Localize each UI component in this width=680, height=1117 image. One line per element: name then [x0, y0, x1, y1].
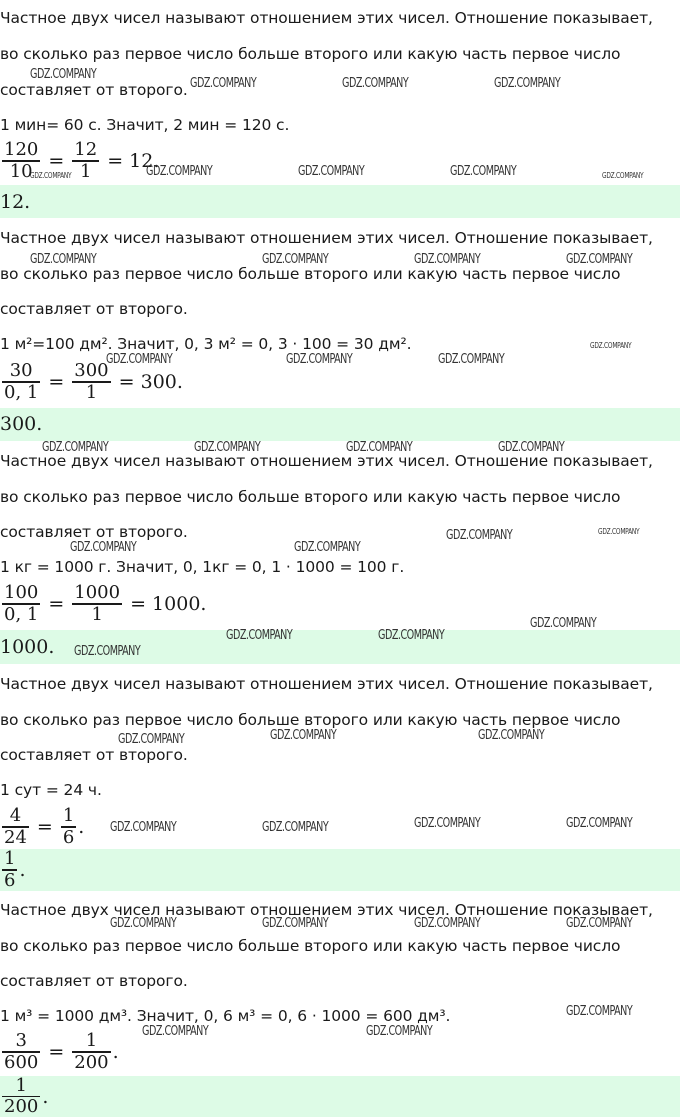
- watermark: GDZ.COMPANY: [70, 540, 137, 555]
- fraction-equation: $\frac{100}{0, 1}$ = $\frac{1000}{1}$ = 1000.: [4, 582, 207, 625]
- watermark: GDZ.COMPANY: [74, 644, 141, 659]
- fraction: $\frac{100}{0, 1}$: [4, 582, 39, 625]
- definition-line: составляет от второго.: [0, 81, 188, 99]
- definition-line: составляет от второго.: [0, 972, 188, 990]
- definition-line: во сколько раз первое число больше второго или какую часть первое число: [0, 711, 621, 729]
- definition-line: Частное двух чисел называют отношением этих чисел. Отношение показывает,: [0, 452, 653, 470]
- fact-line: 1 м²=100 дм². Значит, 0, 3 м² = 0, 3 · 100 = 30 дм².: [0, 335, 412, 353]
- watermark: GDZ.COMPANY: [42, 440, 109, 455]
- watermark: GDZ.COMPANY: [30, 171, 72, 180]
- watermark: GDZ.COMPANY: [342, 76, 409, 91]
- watermark: GDZ.COMPANY: [106, 352, 173, 367]
- fraction: $\frac{1}{6}$: [62, 805, 75, 848]
- answer: 300.: [0, 413, 43, 435]
- definition-line: во сколько раз первое число больше второго или какую часть первое число: [0, 45, 621, 63]
- definition-line: во сколько раз первое число больше второго или какую часть первое число: [0, 488, 621, 506]
- watermark: GDZ.COMPANY: [566, 252, 633, 267]
- definition-line: Частное двух чисел называют отношением этих чисел. Отношение показывает,: [0, 229, 653, 247]
- result: .: [78, 816, 85, 838]
- fact-line: 1 сут = 24 ч.: [0, 781, 102, 799]
- answer: 12.: [0, 191, 31, 213]
- result: = 12.: [107, 150, 160, 172]
- definition-line: составляет от второго.: [0, 300, 188, 318]
- watermark: GDZ.COMPANY: [566, 816, 633, 831]
- watermark: GDZ.COMPANY: [30, 67, 97, 82]
- watermark: GDZ.COMPANY: [566, 1004, 633, 1019]
- watermark: GDZ.COMPANY: [414, 816, 481, 831]
- definition-line: составляет от второго.: [0, 523, 188, 541]
- watermark: GDZ.COMPANY: [30, 252, 97, 267]
- result: = 300.: [118, 371, 183, 393]
- watermark: GDZ.COMPANY: [366, 1024, 433, 1039]
- answer-fraction: $\frac{1}{6}$: [4, 848, 16, 891]
- answer-fraction: $\frac{1}{200}$: [4, 1074, 39, 1117]
- fraction-equation: $\frac{120}{10}$ = $\frac{12}{1}$ = 12.: [4, 139, 160, 182]
- watermark: GDZ.COMPANY: [414, 916, 481, 931]
- answer: $\frac{1}{200}$ .: [4, 1074, 49, 1117]
- fraction: $\frac{4}{24}$: [4, 805, 27, 848]
- fraction-equation: $\frac{3}{600}$ = $\frac{1}{200}$ .: [4, 1030, 119, 1073]
- watermark: GDZ.COMPANY: [270, 728, 337, 743]
- answer-box: [0, 408, 680, 441]
- definition-line: Частное двух чисел называют отношением этих чисел. Отношение показывает,: [0, 675, 653, 693]
- watermark: GDZ.COMPANY: [262, 252, 329, 267]
- result: = 1000.: [130, 593, 207, 615]
- fraction: $\frac{3}{600}$: [4, 1030, 39, 1073]
- watermark: GDZ.COMPANY: [450, 164, 517, 179]
- watermark: GDZ.COMPANY: [110, 916, 177, 931]
- fraction: $\frac{120}{10}$: [4, 139, 39, 182]
- fraction: $\frac{1}{200}$: [74, 1030, 109, 1073]
- watermark: GDZ.COMPANY: [498, 440, 565, 455]
- fraction: $\frac{30}{0, 1}$: [4, 360, 39, 403]
- answer-box: [0, 1076, 680, 1117]
- answer: 1000.: [0, 636, 55, 658]
- answer-box: [0, 630, 680, 664]
- watermark: GDZ.COMPANY: [602, 171, 644, 180]
- fraction: $\frac{300}{1}$: [74, 360, 109, 403]
- fraction-equation: $\frac{4}{24}$ = $\frac{1}{6}$ .: [4, 805, 85, 848]
- watermark: GDZ.COMPANY: [446, 528, 513, 543]
- answer: $\frac{1}{6}$ .: [4, 848, 26, 891]
- definition-line: Частное двух чисел называют отношением этих чисел. Отношение показывает,: [0, 901, 653, 919]
- watermark: GDZ.COMPANY: [298, 164, 365, 179]
- definition-line: Частное двух чисел называют отношением этих чисел. Отношение показывает,: [0, 9, 653, 27]
- watermark: GDZ.COMPANY: [414, 252, 481, 267]
- watermark: GDZ.COMPANY: [478, 728, 545, 743]
- definition-line: во сколько раз первое число больше второго или какую часть первое число: [0, 265, 621, 283]
- watermark: GDZ.COMPANY: [142, 1024, 209, 1039]
- watermark: GDZ.COMPANY: [262, 820, 329, 835]
- watermark: GDZ.COMPANY: [530, 616, 597, 631]
- watermark: GDZ.COMPANY: [294, 540, 361, 555]
- watermark: GDZ.COMPANY: [286, 352, 353, 367]
- watermark: GDZ.COMPANY: [226, 628, 293, 643]
- watermark: GDZ.COMPANY: [566, 916, 633, 931]
- watermark: GDZ.COMPANY: [194, 440, 261, 455]
- watermark: GDZ.COMPANY: [146, 164, 213, 179]
- fraction: $\frac{12}{1}$: [74, 139, 98, 182]
- answer-box: [0, 849, 680, 891]
- watermark: GDZ.COMPANY: [438, 352, 505, 367]
- fact-line: 1 мин= 60 с. Значит, 2 мин = 120 с.: [0, 116, 290, 134]
- watermark: GDZ.COMPANY: [110, 820, 177, 835]
- result: .: [112, 1041, 119, 1063]
- watermark: GDZ.COMPANY: [190, 76, 257, 91]
- fact-line: 1 м³ = 1000 дм³. Значит, 0, 6 м³ = 0, 6 · 1000 = 600 дм³.: [0, 1007, 451, 1025]
- fact-line: 1 кг = 1000 г. Значит, 0, 1кг = 0, 1 · 1000 = 100 г.: [0, 558, 405, 576]
- definition-line: во сколько раз первое число больше второго или какую часть первое число: [0, 937, 621, 955]
- watermark: GDZ.COMPANY: [494, 76, 561, 91]
- watermark: GDZ.COMPANY: [346, 440, 413, 455]
- watermark: GDZ.COMPANY: [590, 341, 632, 350]
- answer-box: [0, 185, 680, 218]
- watermark: GDZ.COMPANY: [378, 628, 445, 643]
- watermark: GDZ.COMPANY: [262, 916, 329, 931]
- watermark: GDZ.COMPANY: [598, 527, 640, 536]
- definition-line: составляет от второго.: [0, 746, 188, 764]
- fraction: $\frac{1000}{1}$: [74, 582, 121, 625]
- watermark: GDZ.COMPANY: [118, 732, 185, 747]
- fraction-equation: $\frac{30}{0, 1}$ = $\frac{300}{1}$ = 300.: [4, 360, 183, 403]
